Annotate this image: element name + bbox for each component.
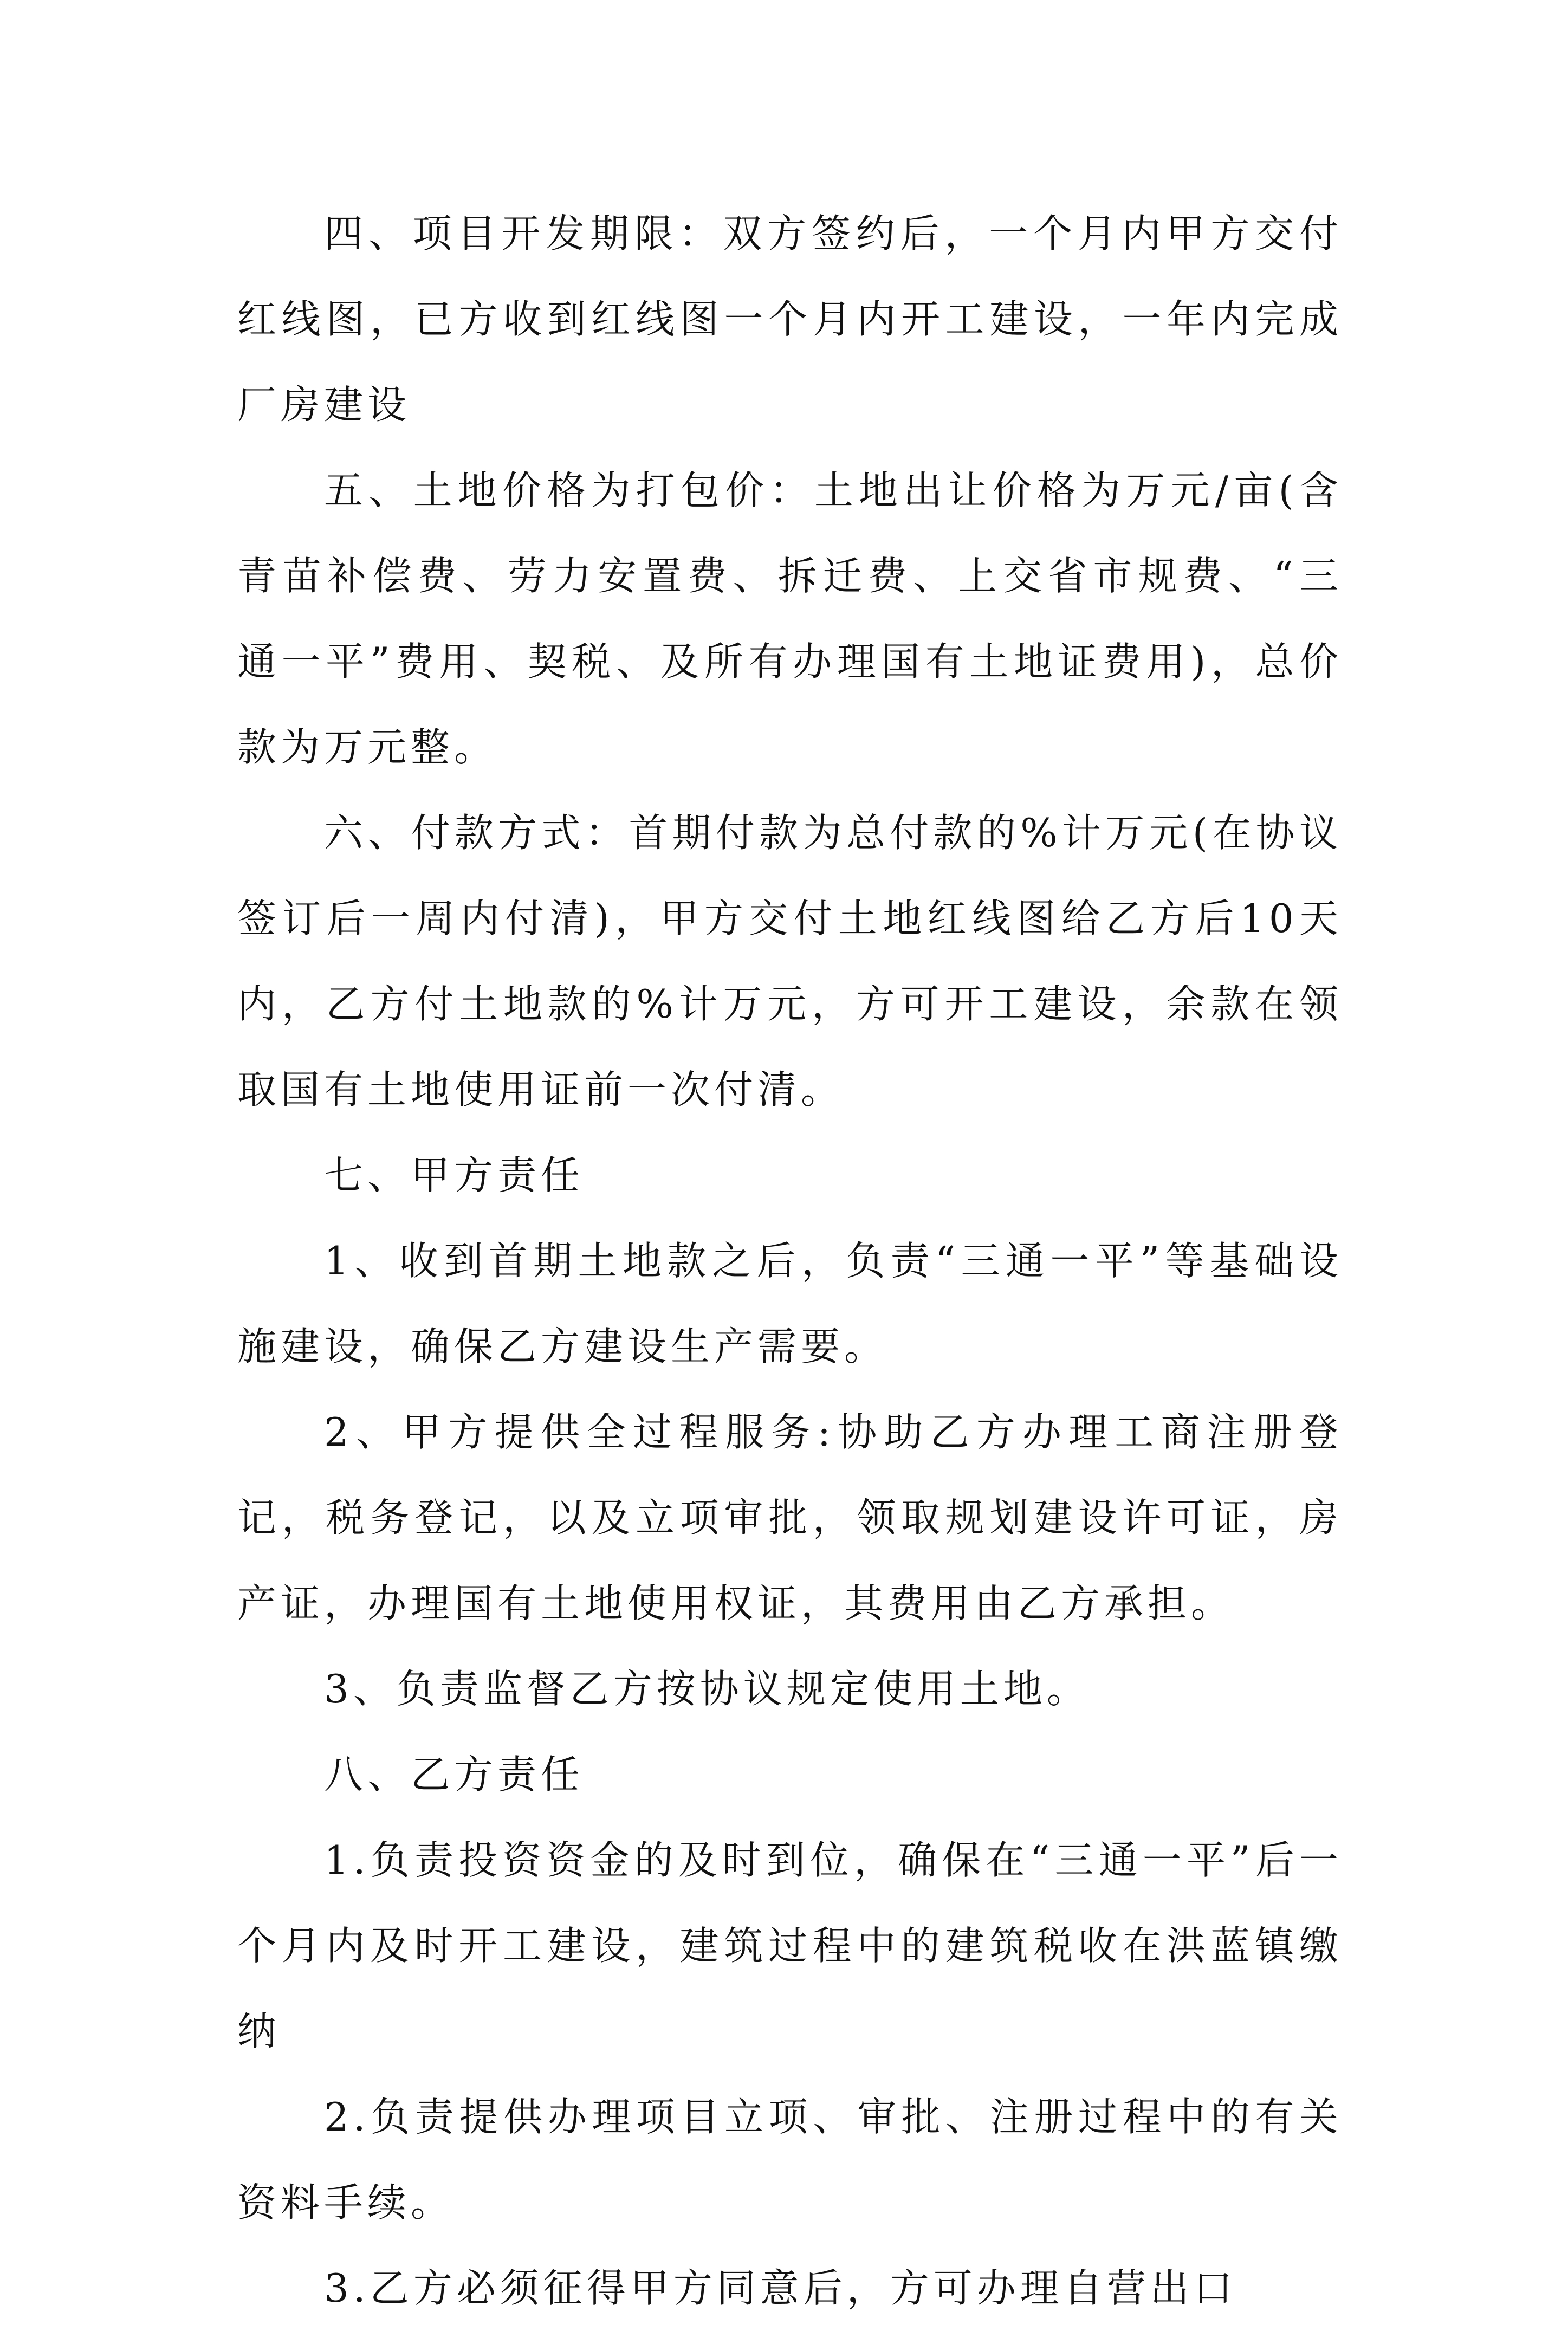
document-body [237, 191, 1343, 2331]
party-a-duty-2: 2、甲方提供全过程服务:协助乙方办理工商注册登记，税务登记，以及立项审批，领取规划建设许可证，房产证，办理国有土地使用权证，其费用由乙方承担。 [237, 1409, 1343, 1626]
party-a-duty-3: 3、负责监督乙方按协议规定使用土地。 [324, 1666, 1090, 1712]
party-b-duty-2: 2.负责提供办理项目立项、审批、注册过程中的有关资料手续。 [237, 2094, 1343, 2225]
heading-party-a-duties: 七、甲方责任 [324, 1152, 585, 1198]
party-b-duty-3: 3.乙方必须征得甲方同意后，方可办理自营出口 [324, 2265, 1237, 2311]
party-b-duty-1: 1.负责投资资金的及时到位，确保在“三通一平”后一个月内及时开工建设，建筑过程中的建筑税收在洪蓝镇缴纳 [237, 1837, 1343, 2054]
clause-land-price: 五、土地价格为打包价：土地出让价格为万元/亩(含青苗补偿费、劳力安置费、拆迁费、上交省市规费、“三通一平”费用、契税、及所有办理国有土地证费用)，总价款为万元整。 [237, 468, 1343, 770]
party-a-duty-1: 1、收到首期土地款之后，负责“三通一平”等基础设施建设，确保乙方建设生产需要。 [237, 1238, 1343, 1369]
clause-payment-method: 六、付款方式：首期付款为总付款的%计万元(在协议签订后一周内付清)，甲方交付土地红线图给乙方后10天内，乙方付土地款的%计万元，方可开工建设，余款在领取国有土地使用证前一次付清。 [237, 810, 1343, 1112]
heading-party-b-duties: 八、乙方责任 [324, 1752, 585, 1797]
clause-development-period: 四、项目开发期限：双方签约后，一个月内甲方交付红线图，已方收到红线图一个月内开工建设，一年内完成厂房建设 [237, 211, 1343, 428]
